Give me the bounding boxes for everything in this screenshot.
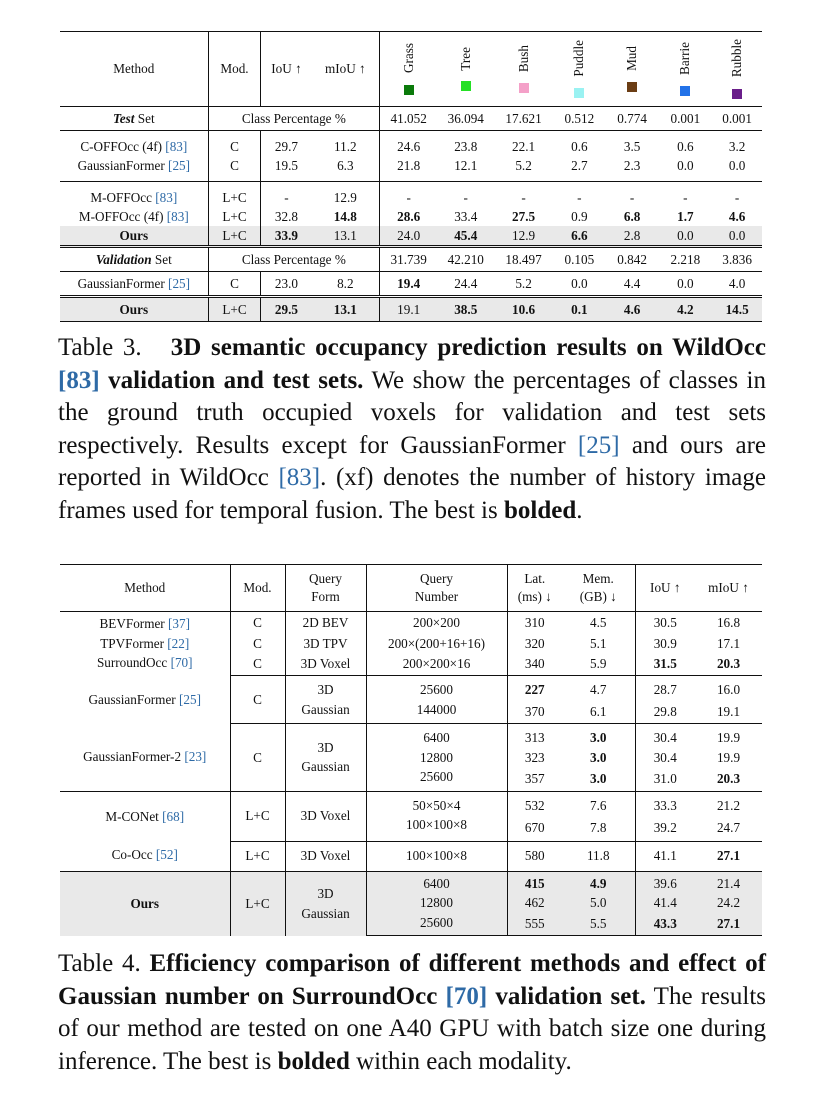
header-method: Method bbox=[60, 32, 208, 107]
table-row: TPVFormer [22] C 3D TPV 200×(200+16+16) 320 5.1 30.9 17.1 bbox=[60, 634, 762, 654]
header-iou: IoU ↑ bbox=[261, 32, 312, 107]
grass-color-swatch bbox=[404, 85, 414, 95]
header-class-tree: Tree bbox=[437, 32, 494, 107]
table-row: GaussianFormer [25] C 19.5 6.3 21.8 12.1 5.2 2.7 2.3 0.0 0.0 bbox=[60, 156, 762, 175]
table-row: 144000 370 6.1 29.8 19.1 bbox=[60, 700, 762, 724]
header-mod: Mod. bbox=[208, 32, 261, 107]
table-row: GaussianFormer [25] C 23.0 8.2 19.4 24.4 5.2 0.0 4.4 0.0 4.0 bbox=[60, 272, 762, 297]
table-row: M-OFFOcc (4f) [83] L+C 32.8 14.8 28.6 33.4 27.5 0.9 6.8 1.7 4.6 bbox=[60, 207, 762, 226]
table-row: 100×100×8 670 7.8 39.2 24.7 bbox=[60, 815, 762, 841]
table-3-caption: Table 3. 3D semantic occupancy prediction results on WildOcc [83] validation and test sets. We show the percentages of classes in the ground truth occupied voxels for validation and test sets respectively. Results except for GaussianFormer [25] and ours are reported in WildOcc [83]. (xf) denotes the number of history image frames used for temporal fusion. The best is bolded. bbox=[58, 334, 767, 524]
barrie-color-swatch bbox=[680, 86, 690, 96]
tree-color-swatch bbox=[461, 81, 471, 91]
header-miou: mIoU ↑ bbox=[312, 32, 380, 107]
table-row: GaussianFormer-2 [23] C 3D Gaussian 6400 313 3.0 30.4 19.9 bbox=[60, 724, 762, 748]
table-row: SurroundOcc [70] C 3D Voxel 200×200×16 340 5.9 31.5 20.3 bbox=[60, 653, 762, 676]
table-row: GaussianFormer [25] C 3D Gaussian 25600 227 4.7 28.7 16.0 bbox=[60, 676, 762, 700]
table-row-ours: Ours L+C 3D Gaussian 6400 415 4.9 39.6 21.4 bbox=[60, 871, 762, 893]
header-class-grass: Grass bbox=[380, 32, 438, 107]
header-miou: mIoU ↑ bbox=[695, 565, 762, 612]
table-row: Test Set Class Percentage % 41.052 36.094 17.621 0.512 0.774 0.001 0.001 bbox=[60, 107, 762, 131]
table-row-ours: 12800 462 5.0 41.4 24.2 bbox=[60, 893, 762, 913]
header-latency: Lat. (ms) ↓ bbox=[507, 565, 562, 612]
header-memory: Mem. (GB) ↓ bbox=[562, 565, 635, 612]
table-row: 25600 357 3.0 31.0 20.3 bbox=[60, 767, 762, 791]
header-iou: IoU ↑ bbox=[635, 565, 695, 612]
table-row-ours: 25600 555 5.5 43.3 27.1 bbox=[60, 913, 762, 936]
header-query-number: Query Number bbox=[366, 565, 507, 612]
table-3 bbox=[60, 31, 762, 322]
header-class-puddle: Puddle bbox=[553, 32, 606, 107]
mud-color-swatch bbox=[627, 82, 637, 92]
table-row: C-OFFOcc (4f) [83] C 29.7 11.2 24.6 23.8 22.1 0.6 3.5 0.6 3.2 bbox=[60, 137, 762, 156]
table-row: 12800 323 3.0 30.4 19.9 bbox=[60, 748, 762, 768]
table-row: Validation Set Class Percentage % 31.739 42.210 18.497 0.105 0.842 2.218 3.836 bbox=[60, 247, 762, 272]
rubble-color-swatch bbox=[732, 89, 742, 99]
bush-color-swatch bbox=[519, 83, 529, 93]
header-method: Method bbox=[60, 565, 230, 612]
header-class-bush: Bush bbox=[494, 32, 553, 107]
puddle-color-swatch bbox=[574, 88, 584, 98]
header-class-rubble: Rubble bbox=[712, 32, 762, 107]
table-row-ours-test: Ours L+C 33.9 13.1 24.0 45.4 12.9 6.6 2.8 0.0 0.0 bbox=[60, 226, 762, 247]
table-4 bbox=[60, 564, 762, 936]
table-row: M-CONet [68] L+C 3D Voxel 50×50×4 532 7.6 33.3 21.2 bbox=[60, 791, 762, 815]
table-row: BEVFormer [37] C 2D BEV 200×200 310 4.5 30.5 16.8 bbox=[60, 612, 762, 634]
validation-set-label: Validation Set bbox=[60, 247, 208, 272]
table-row: Co-Occ [52] L+C 3D Voxel 100×100×8 580 11.8 41.1 27.1 bbox=[60, 841, 762, 871]
test-set-label: Test Set bbox=[112, 110, 155, 126]
table-row: M-OFFOcc [83] L+C - 12.9 - - - - - - - bbox=[60, 188, 762, 207]
table-row-ours-validation: Ours L+C 29.5 13.1 19.1 38.5 10.6 0.1 4.6 4.2 14.5 bbox=[60, 297, 762, 322]
header-class-mud: Mud bbox=[606, 32, 659, 107]
header-class-barrie: Barrie bbox=[658, 32, 712, 107]
table-4-caption: Table 4. Efficiency comparison of different methods and effect of Gaussian number on SurroundOcc [70] validation set. The results of our method are tested on one A40 GPU with batch size one during inference. The best is bolded within each modality. bbox=[58, 950, 767, 1075]
header-query-form: Query Form bbox=[285, 565, 366, 612]
header-mod: Mod. bbox=[230, 565, 285, 612]
